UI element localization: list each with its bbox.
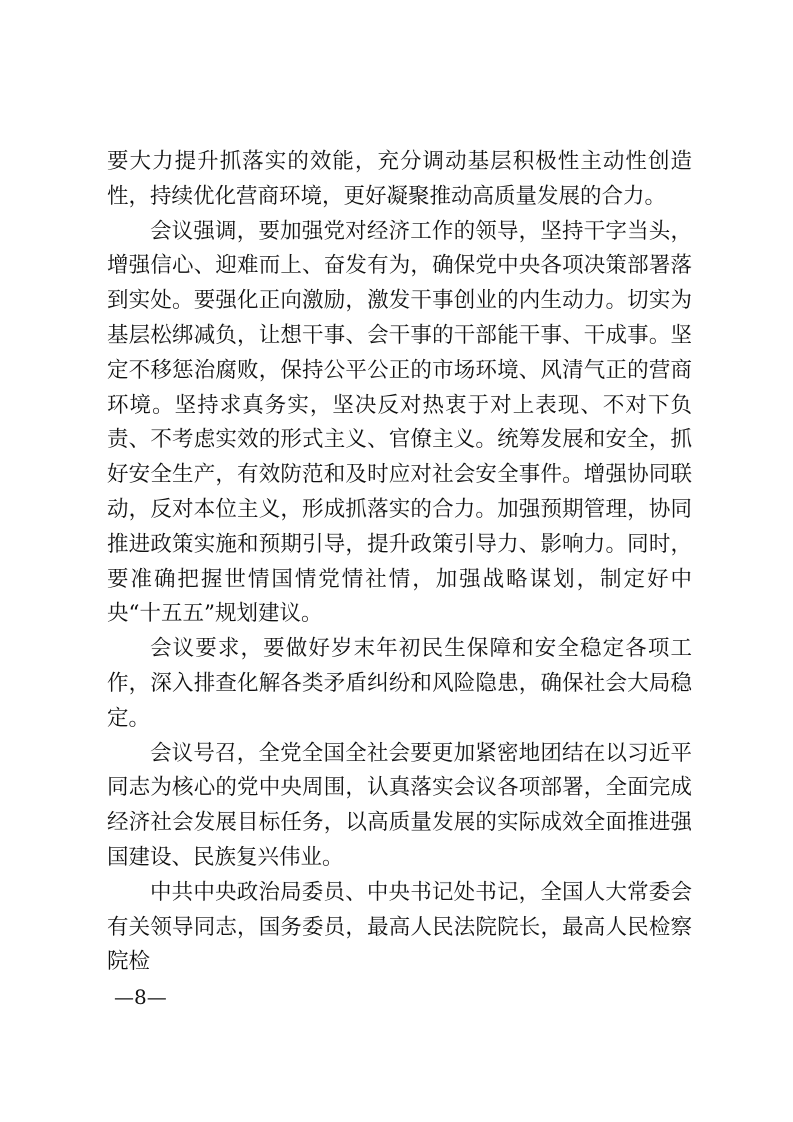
paragraph-continuation: 要大力提升抓落实的效能，充分调动基层积极性主动性创造性，持续优化营商环境，更好凝聚推动高质量发展的合力。 xyxy=(107,149,692,209)
body-text xyxy=(107,145,692,980)
paragraph-meeting-requirements: 会议要求，要做好岁末年初民生保障和安全稳定各项工作，深入排查化解各类矛盾纠纷和风险隐患，确保社会大局稳定。 xyxy=(107,636,692,731)
page-number: —8— xyxy=(114,985,167,1009)
paragraph-meeting-call: 会议号召，全党全国全社会要更加紧密地团结在以习近平同志为核心的党中央周围，认真落实会议各项部署，全面完成经济社会发展目标任务，以高质量发展的实际成效全面推进强国建设、民族复兴伟业。 xyxy=(107,740,692,870)
paragraph-attendees: 中共中央政治局委员、中央书记处书记，全国人大常委会有关领导同志，国务委员，最高人民法院院长，最高人民检察院检 xyxy=(107,879,692,975)
paragraph-meeting-emphasis: 会议强调，要加强党对经济工作的领导，坚持干字当头，增强信心、迎难而上、奋发有为，确保党中央各项决策部署落到实处。要强化正向激励，激发干事创业的内生动力。切实为基层松绑减负，让想干事、会干事的干部能干事、干成事。坚定不移惩治腐败，保持公平公正的市场环境、风清气正的营商环境。坚持求真务实，坚决反对热衷于对上表现、不对下负责、不考虑实效的形式主义、官僚主义。统筹发展和安全，抓好安全生产，有效防范和及时应对社会安全事件。增强协同联动，反对本位主义，形成抓落实的合力。加强预期管理，协同推进政策实施和预期引导，提升政策引导力、影响力。同时，要准确把握世情国情党情社情，加强战略谋划，制定好中央“十五五”规划建议。 xyxy=(107,218,692,627)
